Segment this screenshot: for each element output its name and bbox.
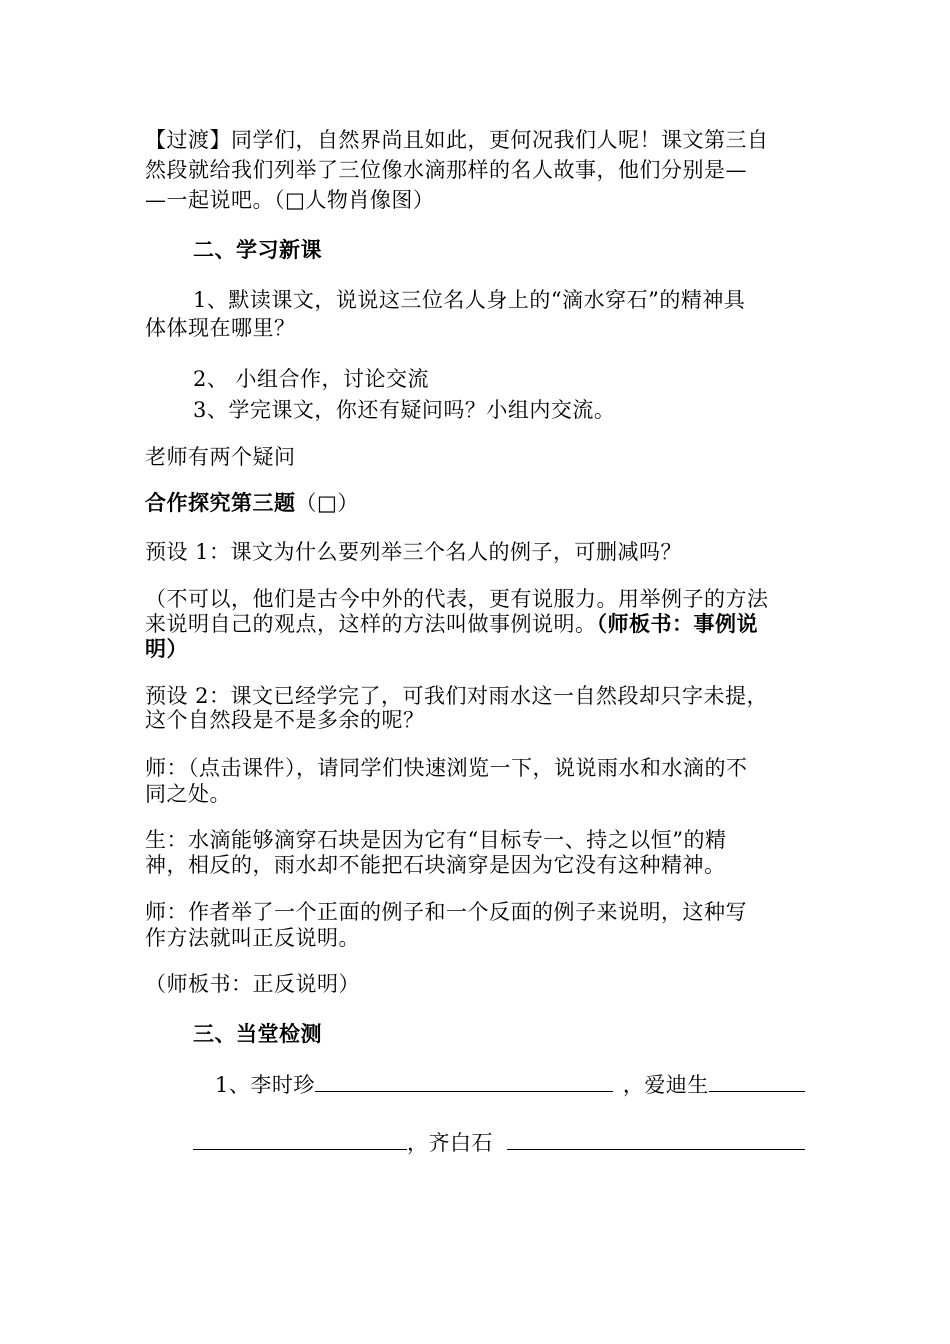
quiz-line-1 xyxy=(215,1069,805,1098)
coop-heading xyxy=(145,490,359,516)
coop-heading-title: 合作探究第三题 xyxy=(145,490,296,515)
teacher-1-line-1: 师：（点击课件），请同学们快速浏览一下，说说雨水和水滴的不 xyxy=(145,756,748,780)
quiz-edison-label: 爱迪生 xyxy=(644,1073,709,1097)
item-1-line-2: 体体现在哪里？ xyxy=(145,316,296,340)
item-2: 2、 小组合作，讨论交流 xyxy=(193,367,430,391)
board-note-2: （师板书：正反说明） xyxy=(145,972,360,996)
section-3-heading: 三、当堂检测 xyxy=(193,1021,322,1046)
answer-blank-edison[interactable] xyxy=(709,1069,805,1092)
transition-line-3: —一起说吧。（□人物肖像图） xyxy=(145,188,435,212)
quiz-q1-label: 1、李时珍 xyxy=(215,1073,315,1097)
teacher-questions: 老师有两个疑问 xyxy=(145,445,296,469)
preset-2-line-2: 这个自然段是不是多余的呢？ xyxy=(145,708,425,732)
preset-1: 预设 1：课文为什么要列举三个名人的例子，可删减吗？ xyxy=(145,540,683,564)
answer-1-line-2 xyxy=(145,611,758,637)
teacher-2-line-1: 师：作者举了一个正面的例子和一个反面的例子来说明，这种写 xyxy=(145,900,747,924)
answer-1-line-3: 明） xyxy=(145,636,188,661)
preset-2-line-1: 预设 2：课文已经学完了，可我们对雨水这一自然段却只字未提， xyxy=(145,684,769,708)
transition-line-2: 然段就给我们列举了三位像水滴那样的名人故事，他们分别是— xyxy=(145,158,747,182)
teacher-1-line-2: 同之处。 xyxy=(145,782,231,806)
answer-1-text: 来说明自己的观点，这样的方法叫做事例说明。 xyxy=(145,612,597,636)
student-line-1: 生：水滴能够滴穿石块是因为它有“目标专一、持之以恒”的精 xyxy=(145,828,727,852)
coop-heading-note: （□） xyxy=(295,491,359,515)
quiz-line-2 xyxy=(193,1127,805,1156)
answer-1-board-note: （师板书：事例说 xyxy=(596,611,758,636)
answer-1-line-1: （不可以，他们是古今中外的代表，更有说服力。用举例子的方法 xyxy=(145,587,769,611)
quiz-comma: ， xyxy=(622,1073,645,1097)
quiz-comma-2: ， xyxy=(407,1131,429,1155)
answer-blank-edison-cont[interactable] xyxy=(193,1127,407,1150)
teacher-2-line-2: 作方法就叫正反说明。 xyxy=(145,926,360,950)
answer-blank-qi-baishi[interactable] xyxy=(507,1127,805,1150)
quiz-qi-baishi-label: 齐白石 xyxy=(428,1131,493,1155)
student-line-2: 神，相反的，雨水却不能把石块滴穿是因为它没有这种精神。 xyxy=(145,853,726,877)
item-3: 3、学完课文，你还有疑问吗？小组内交流。 xyxy=(193,398,616,422)
transition-line-1: 【过渡】同学们，自然界尚且如此，更何况我们人呢！课文第三自 xyxy=(145,128,769,152)
item-1-line-1: 1、默读课文，说说这三位名人身上的“滴水穿石”的精神具 xyxy=(193,288,746,312)
section-2-heading: 二、学习新课 xyxy=(193,237,322,262)
answer-blank-li-shizhen[interactable] xyxy=(315,1069,613,1092)
